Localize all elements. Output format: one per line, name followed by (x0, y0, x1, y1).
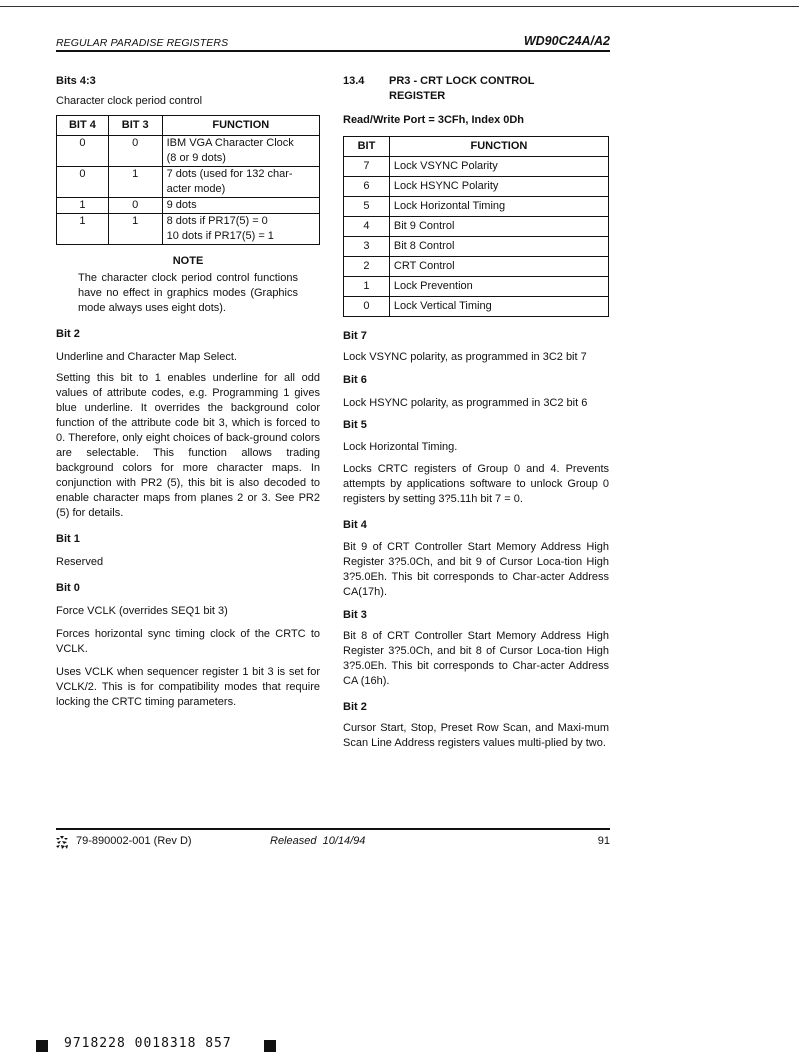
bit3-heading: Bit 3 (343, 609, 367, 621)
function-cell: Lock HSYNC Polarity (389, 177, 608, 197)
bit-cell: 4 (344, 217, 390, 237)
bit2-heading: Bit 2 (56, 328, 80, 340)
section-title-line: REGISTER (389, 90, 446, 102)
header-rule (56, 50, 610, 52)
function-cell (162, 214, 319, 245)
function-line: acter mode) (166, 183, 226, 195)
bit4-cell: 1 (57, 198, 109, 214)
release-date: Released 10/14/94 (270, 835, 366, 847)
top-border-line (0, 6, 799, 7)
function-line: (8 or 9 dots) (166, 152, 226, 164)
column-header: BIT 3 (108, 116, 162, 136)
section-heading (343, 74, 609, 104)
bit4-paragraph: Bit 9 of CRT Controller Start Memory Address High Register 3?5.0Ch, and bit 9 of Cursor Loca-tion High 3?5.0Eh. This bit corresponds to Char-acter Address CA(17h). (343, 541, 609, 598)
bit-cell: 3 (344, 237, 390, 257)
bit6-heading: Bit 6 (343, 374, 367, 386)
column-header: BIT 4 (57, 116, 109, 136)
function-cell: Lock VSYNC Polarity (389, 157, 608, 177)
note-text: The character clock period control functions have no effect in graphics modes (Graphics mode always uses eight dots). (78, 272, 298, 314)
function-cell: Bit 9 Control (389, 217, 608, 237)
function-cell: Lock Horizontal Timing (389, 197, 608, 217)
bit4-heading: Bit 4 (343, 519, 367, 531)
bit5-heading: Bit 5 (343, 419, 367, 431)
bit5-paragraph: Locks CRTC registers of Group 0 and 4. Prevents attempts by applications software to unlock Group 0 registers by setting 3?5.11h bit 7 = 0. (343, 463, 609, 505)
wd-logo-icon (56, 836, 68, 849)
table-header-row (57, 116, 320, 136)
bit2-paragraph: Setting this bit to 1 enables underline for all odd values of attribute codes, e.g. Programming 1 gives blue underline. It overrides the background color function of the attribute code bit 3, which is forced to 0. Therefore, only eight choices of back-ground colors are selectable. This function allows trading background colors for more character maps. In conjunction with PR2 (5), this bit is also decoded to enable character maps from planes 2 or 3. See PR2 (5) for details. (56, 372, 320, 519)
table-row (344, 197, 609, 217)
table-row (344, 277, 609, 297)
section-title-line: PR3 - CRT LOCK CONTROL (389, 75, 535, 87)
function-line: 8 dots if PR17(5) = 0 (166, 215, 268, 227)
table-row (57, 214, 320, 245)
page-number: 91 (597, 835, 610, 847)
bit0-paragraph: Force VCLK (overrides SEQ1 bit 3) (56, 605, 228, 617)
bit3-cell: 1 (108, 167, 162, 198)
bit4-cell: 0 (57, 136, 109, 167)
bit3-cell: 1 (108, 214, 162, 245)
section-number: 13.4 (343, 75, 365, 87)
bit7-heading: Bit 7 (343, 330, 367, 342)
function-line: 10 dots if PR17(5) = 1 (166, 230, 274, 242)
bit0-paragraph: Forces horizontal sync timing clock of the CRTC to VCLK. (56, 628, 320, 655)
note-title: NOTE (172, 255, 204, 267)
function-cell: Bit 8 Control (389, 237, 608, 257)
column-header: FUNCTION (389, 137, 608, 157)
bits43-heading: Bits 4:3 (56, 75, 96, 87)
bit2-heading: Bit 2 (343, 701, 367, 713)
table-header-row (344, 137, 609, 157)
bit6-paragraph: Lock HSYNC polarity, as programmed in 3C2 bit 6 (343, 397, 588, 409)
table-row (344, 237, 609, 257)
bit2-paragraph: Underline and Character Map Select. (56, 351, 237, 363)
bit-cell: 1 (344, 277, 390, 297)
function-line: 7 dots (used for 132 char- (166, 168, 293, 180)
bit3-paragraph: Bit 8 of CRT Controller Start Memory Address High Register 3?5.0Ch, and bit 8 of Cursor Loca-tion High 3?5.0Eh. This bit corresponds to Char-acter Address CA (16h). (343, 630, 609, 687)
table-row (57, 198, 320, 214)
footer-rule (56, 828, 610, 830)
table-row (57, 136, 320, 167)
bit0-heading: Bit 0 (56, 582, 80, 594)
table-row (344, 257, 609, 277)
bit2-paragraph: Cursor Start, Stop, Preset Row Scan, and Maxi-mum Scan Line Address registers values multi-plied by two. (343, 722, 609, 749)
function-cell (162, 136, 319, 167)
table-row (344, 217, 609, 237)
function-line: IBM VGA Character Clock (166, 137, 294, 149)
column-header: FUNCTION (162, 116, 319, 136)
pr3-table (343, 136, 609, 317)
bit1-heading: Bit 1 (56, 533, 80, 545)
right-column (343, 74, 609, 751)
bit0-paragraph: Uses VCLK when sequencer register 1 bit 3 is set for VCLK/2. This is for compatibility modes that require locking the CRTC timing parameters. (56, 666, 320, 708)
running-header-title: REGULAR PARADISE REGISTERS (56, 37, 229, 49)
bits43-description: Character clock period control (56, 95, 203, 107)
barcode-mark-right (264, 1040, 276, 1052)
bit5-paragraph: Lock Horizontal Timing. (343, 441, 458, 453)
column-header: BIT (344, 137, 390, 157)
bit7-paragraph: Lock VSYNC polarity, as programmed in 3C2 bit 7 (343, 351, 587, 363)
port-description: Read/Write Port = 3CFh, Index 0Dh (343, 114, 525, 126)
function-cell: 9 dots (162, 198, 319, 214)
bit3-cell: 0 (108, 198, 162, 214)
left-column (56, 74, 320, 710)
function-cell: Lock Vertical Timing (389, 297, 608, 317)
table-row (344, 177, 609, 197)
bit-cell: 0 (344, 297, 390, 317)
function-cell: Lock Prevention (389, 277, 608, 297)
running-header-part-number: WD90C24A/A2 (523, 34, 610, 48)
table-row (344, 297, 609, 317)
bit-cell: 7 (344, 157, 390, 177)
table-row (344, 157, 609, 177)
bit4-cell: 0 (57, 167, 109, 198)
bit4-cell: 1 (57, 214, 109, 245)
bit-cell: 5 (344, 197, 390, 217)
barcode-number: 9718228 0018318 857 (64, 1036, 232, 1051)
barcode-mark-left (36, 1040, 48, 1052)
table-row (57, 167, 320, 198)
bit-cell: 6 (344, 177, 390, 197)
bit3-cell: 0 (108, 136, 162, 167)
bit1-paragraph: Reserved (56, 556, 104, 568)
function-cell: CRT Control (389, 257, 608, 277)
document-number: 79-890002-001 (Rev D) (76, 835, 192, 847)
bit-cell: 2 (344, 257, 390, 277)
function-cell (162, 167, 319, 198)
bits43-table (56, 115, 320, 245)
